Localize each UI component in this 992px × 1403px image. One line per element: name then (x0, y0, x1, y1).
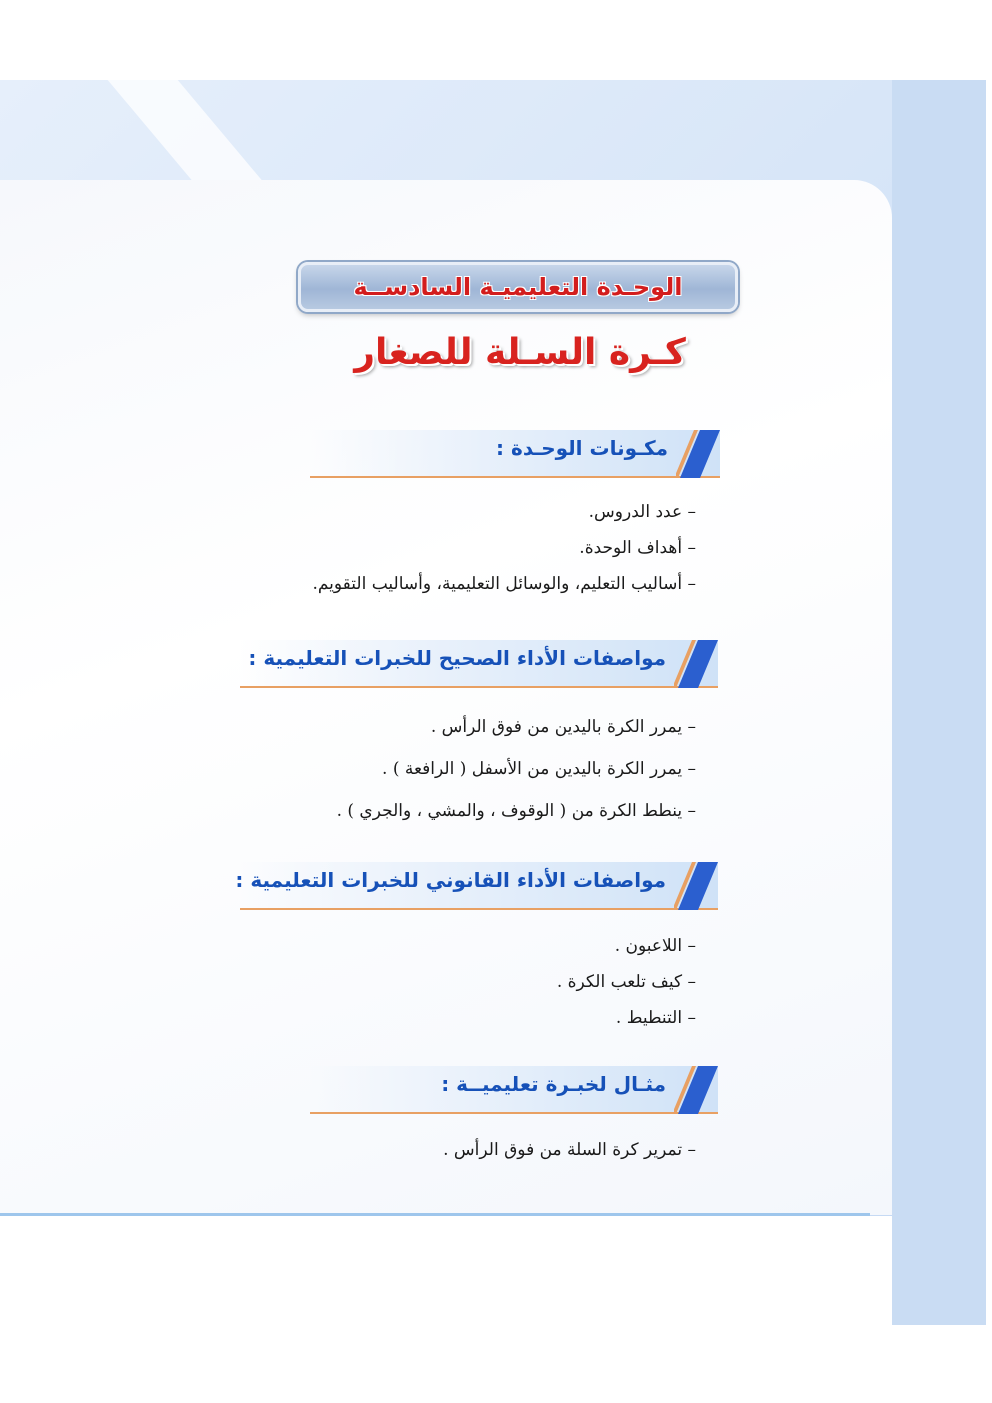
list-item: – التنطيط . (615, 1008, 696, 1028)
section-header-example (310, 1066, 718, 1114)
list-item: – تمرير كرة السلة من فوق الرأس . (443, 1140, 696, 1160)
list-item: – كيف تلعب الكرة . (556, 972, 696, 992)
section-header-components (310, 430, 720, 478)
list-item: – عدد الدروس. (588, 502, 696, 522)
section-marker-icon (674, 1066, 718, 1114)
correct-performance-list (337, 706, 696, 832)
example-list (443, 1132, 696, 1168)
list-item: – اللاعبون . (614, 936, 696, 956)
section-header-correct-performance (240, 640, 718, 688)
page-title: كـرة السـلة للصغار (354, 332, 686, 373)
section-marker-icon (674, 862, 718, 910)
section-marker-icon (674, 640, 718, 688)
section-marker-icon (676, 430, 720, 478)
unit-banner-label: الوحـدة التعليميـة السادســة (353, 273, 683, 301)
list-item: – يمرر الكرة باليدين من فوق الرأس . (430, 717, 696, 737)
list-item: – أساليب التعليم، والوسائل التعليمية، وأساليب التقويم. (312, 574, 696, 594)
section-header-legal-performance (235, 862, 718, 910)
section-title: مواصفات الأداء الصحيح للخبرات التعليمية : (248, 646, 666, 670)
list-item: – أهداف الوحدة. (579, 538, 696, 558)
list-item: – ينطط الكرة من ( الوقوف ، والمشي ، والجري ) . (336, 801, 696, 821)
section-title: مثـال لخبـرة تعليميــة : (441, 1072, 666, 1096)
unit-banner (298, 262, 738, 312)
legal-performance-list (557, 928, 696, 1036)
section-title: مواصفات الأداء القانوني للخبرات التعليمية : (235, 868, 666, 892)
components-list (312, 494, 696, 602)
page-footer-area (0, 1216, 892, 1325)
section-title: مكـونات الوحـدة : (496, 436, 668, 460)
right-margin-band (892, 80, 986, 1325)
list-item: – يمرر الكرة باليدين من الأسفل ( الرافعة ) . (382, 759, 696, 779)
